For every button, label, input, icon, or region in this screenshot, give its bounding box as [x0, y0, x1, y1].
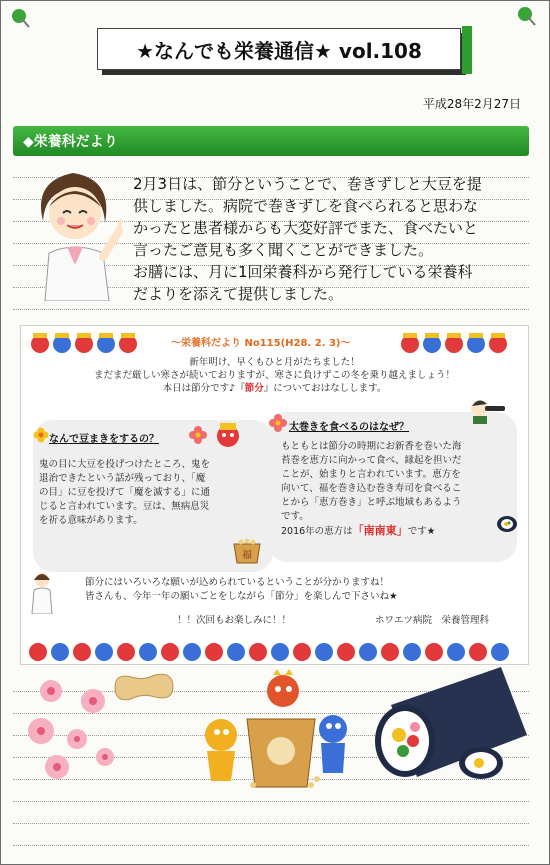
text-line: ことが、始まりと言われています。恵方を	[281, 469, 461, 480]
bean-throwing-title: なんで豆まきをするの？	[49, 434, 159, 445]
ehou-direction: 「南南東」	[352, 524, 408, 537]
newsletter-signature: ホワエツ病院 栄養管理科	[375, 615, 490, 626]
ehoumaki-text	[281, 440, 517, 539]
today-pre: 本日は節分です♪『	[162, 383, 245, 394]
text-line: です。	[281, 511, 309, 522]
oni-mask-row-icon	[29, 332, 149, 354]
closing-line: 節分にはいろいろな願いが込められているということが分かりますね！	[85, 577, 390, 588]
nutritionist-illustration	[23, 161, 129, 301]
newsletter-issue-title: ～栄養科だより No115(H28. 2. 3)～	[171, 338, 351, 349]
newsletter-image	[20, 325, 529, 665]
section-header	[13, 126, 529, 156]
intro-line: かったと患者様からも大変好評でまた、食べたいと	[133, 219, 479, 237]
text-line: とから「恵方巻き」と呼ぶ地域もあるよう	[281, 497, 462, 508]
oni-decoration-bottom	[27, 640, 523, 662]
text-line: もともとは節分の時期にお新香を巻いた海	[281, 441, 462, 452]
ehoumaki-title: 太巻きを食べるのはなぜ？	[289, 422, 409, 433]
text-line: 鬼の目に大豆を投げつけたところ、鬼を	[39, 459, 211, 470]
intro-line: 言ったご意見も多く聞くことができました。	[133, 241, 434, 259]
text-line: の目」に豆を投げて「魔を滅する」に通	[39, 487, 211, 498]
today-line	[21, 382, 528, 395]
newsletter-title-text: ★なんでも栄養通信★ vol.108	[136, 38, 422, 63]
oni-mask-row-icon	[399, 332, 519, 354]
sushi-roll-icon	[495, 514, 519, 534]
intro-text	[133, 173, 513, 305]
newsletter-closing	[85, 576, 398, 604]
ehou-pre: 2016年の恵方は	[281, 526, 353, 537]
ruled-line	[13, 845, 529, 846]
intro-line: だよりを添えて提供しました。	[133, 285, 344, 303]
flower-icon	[269, 414, 287, 432]
text-line: を祈る意味があります。	[39, 515, 143, 526]
next-issue-note: ！！次回もお楽しみに！！	[177, 615, 292, 626]
text-line: 苔巻を恵方に向かって食べ、縁起を担いだ	[281, 455, 462, 466]
greeting-line: まだまだ厳しい寒さが続いておりますが、寒さに負けずこの冬を乗り越えましょう！	[93, 370, 455, 381]
text-line: 向いて、福を巻き込む巻き寿司を食べるこ	[281, 483, 462, 494]
ehou-post: です★	[407, 526, 436, 537]
push-pin-icon	[9, 7, 31, 29]
title-accent	[462, 26, 472, 74]
closing-line: 皆さんも、今年一年の願いごとをしながら「節分」を楽しんで下さいね★	[85, 591, 398, 602]
ruled-line	[13, 823, 529, 824]
ruled-line	[13, 801, 529, 802]
issue-date: 平成28年2月27日	[422, 97, 521, 111]
section-title: ◆栄養科だより	[23, 134, 118, 150]
small-nutritionist-icon	[27, 570, 57, 614]
red-oni-icon	[213, 420, 243, 450]
ehoumaki-sushi-roll-illustration	[361, 665, 531, 783]
peanut-icon	[109, 669, 179, 705]
today-highlight: 節分	[244, 383, 264, 394]
oni-decoration-right	[399, 332, 519, 354]
oni-decoration-left	[29, 332, 149, 354]
masu-label: 福	[242, 550, 252, 561]
text-line: 退治できたという話が残っており、「魔	[39, 473, 206, 484]
intro-line: 供しました。病院で巻きずしを食べられると思わな	[133, 197, 479, 215]
oni-mask-row-icon	[27, 640, 523, 662]
newsletter-title	[97, 28, 461, 70]
person-eating-sushi-icon	[469, 396, 509, 424]
text-line: じると言われています。豆は、無病息災	[39, 501, 210, 512]
bean-throwing-text	[39, 458, 269, 528]
push-pin-icon	[515, 5, 537, 27]
ruled-line	[13, 309, 529, 310]
intro-line: お膳には、月に1回栄養科から発行している栄養科	[133, 263, 473, 281]
bean-box-icon	[231, 536, 263, 564]
newsletter-greeting	[21, 356, 528, 395]
greeting-line: 新年明け、早くもひと月がたちました！	[189, 357, 360, 368]
oni-with-bean-box-illustration	[197, 669, 357, 793]
flower-icon	[33, 427, 49, 443]
intro-line: 2月3日は、節分ということで、巻きずしと大豆を提	[133, 175, 482, 193]
today-post: 』についておはなしします。	[263, 383, 387, 394]
flower-icon	[189, 426, 207, 444]
ehou-line	[281, 524, 517, 539]
